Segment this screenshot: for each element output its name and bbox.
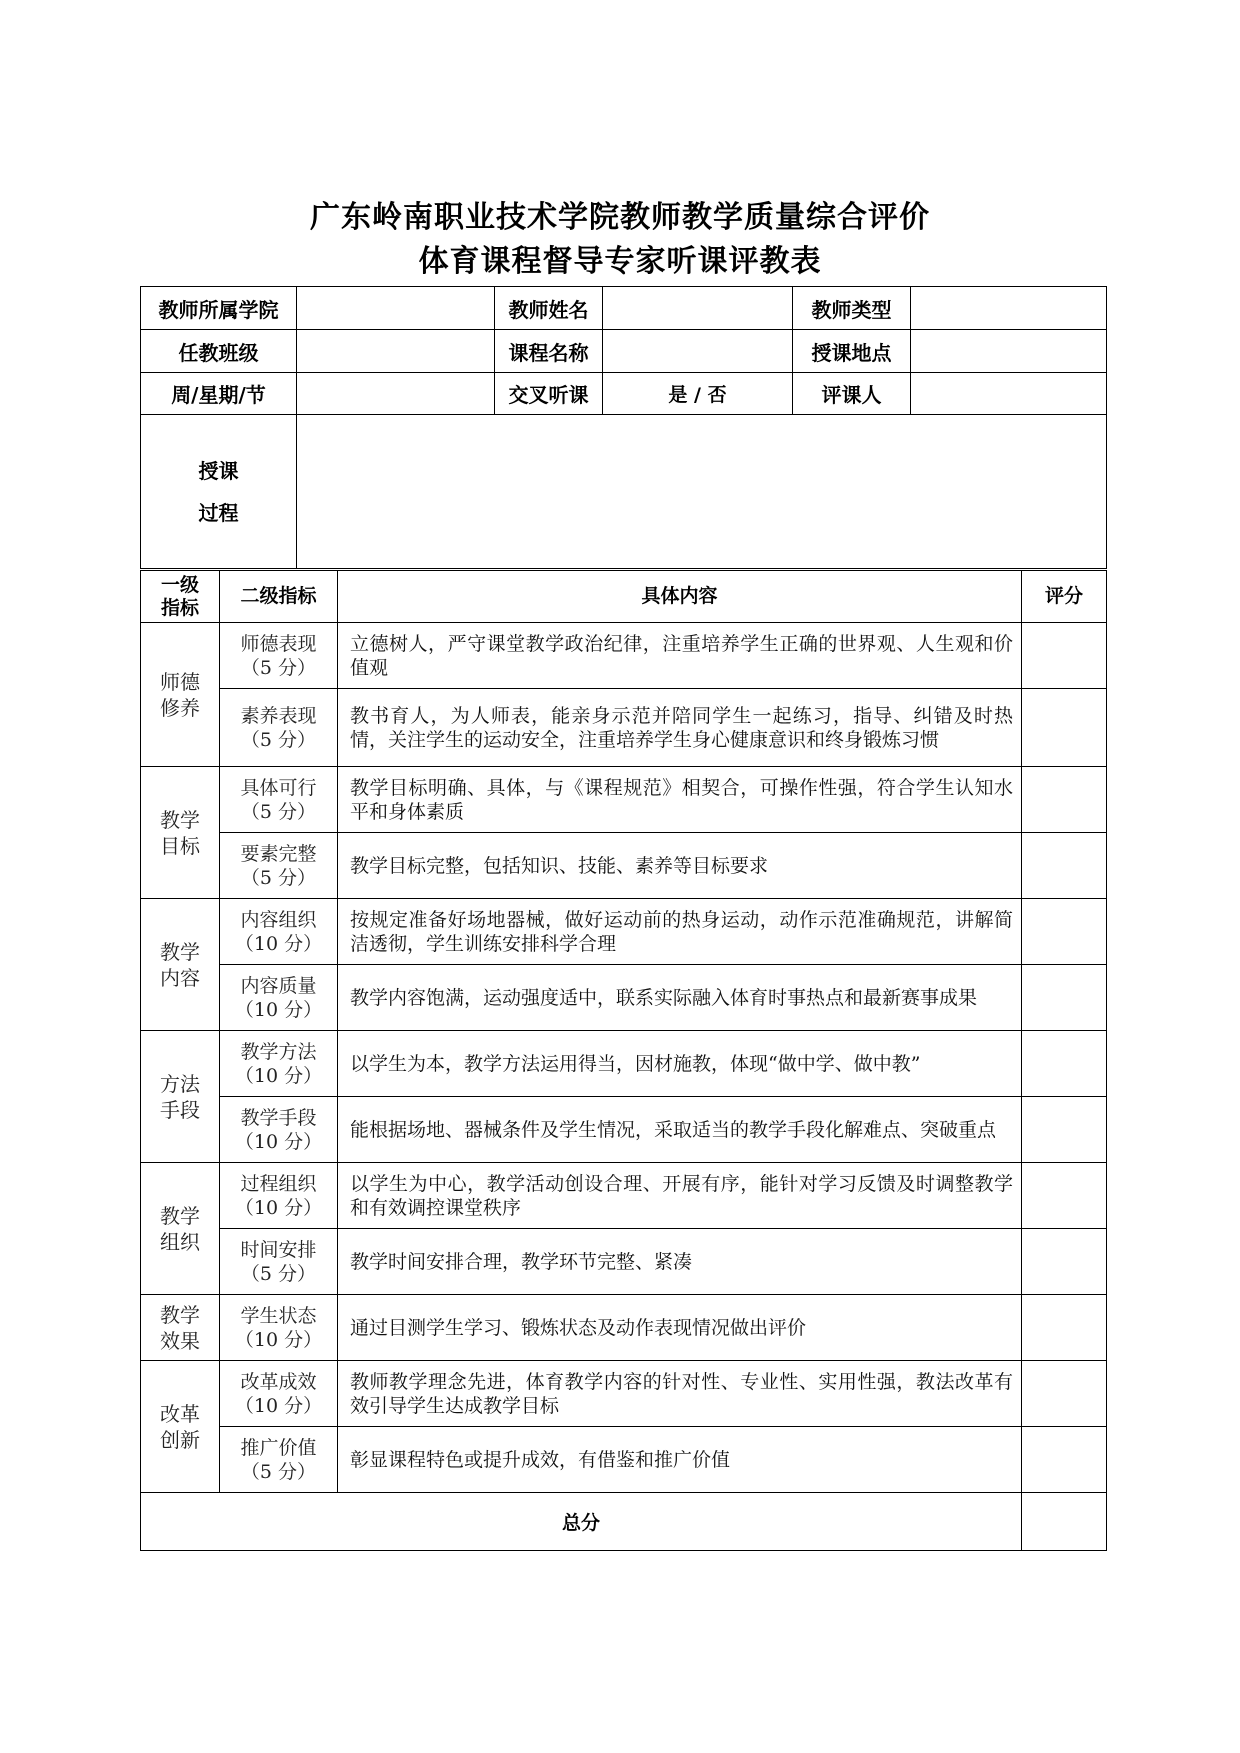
criteria-content: 教师教学理念先进，体育教学内容的针对性、专业性、实用性强，教法改革有效引导学生达成教学目标	[338, 1361, 1022, 1427]
level2-indicator-name: 内容质量	[240, 974, 317, 997]
level2-indicator	[220, 1163, 338, 1229]
teacher-type-field[interactable]	[911, 287, 1107, 330]
evaluator-label: 评课人	[793, 373, 911, 415]
level1-indicator-line-1: 方法	[160, 1071, 200, 1096]
score-field[interactable]	[1022, 965, 1107, 1031]
location-field[interactable]	[911, 330, 1107, 373]
criteria-content: 能根据场地、器械条件及学生情况，采取适当的教学手段化解难点、突破重点	[338, 1097, 1022, 1163]
score-field[interactable]	[1022, 1031, 1107, 1097]
level2-indicator-name: 教学手段	[240, 1106, 317, 1129]
level2-indicator-name: 师德表现	[240, 632, 317, 655]
level2-indicator-name: 过程组织	[240, 1172, 317, 1195]
criteria-content: 教学时间安排合理，教学环节完整、紧凑	[338, 1229, 1022, 1295]
form-title-line-1: 广东岭南职业技术学院教师教学质量综合评价	[310, 200, 930, 235]
level2-indicator-points: （10 分）	[234, 1394, 323, 1417]
score-field[interactable]	[1022, 767, 1107, 833]
level2-indicator-name: 教学方法	[240, 1040, 317, 1063]
level2-indicator-points: （5 分）	[240, 1460, 317, 1483]
level2-indicator	[220, 1229, 338, 1295]
score-field[interactable]	[1022, 1163, 1107, 1229]
score-field[interactable]	[1022, 689, 1107, 767]
level1-indicator-line-1: 教学	[160, 1203, 200, 1228]
level1-indicator-line-1: 教学	[160, 1302, 200, 1327]
criteria-body	[141, 623, 1107, 1493]
level1-indicator-line-2: 创新	[160, 1427, 200, 1452]
level2-indicator-name: 推广价值	[240, 1436, 317, 1459]
cross-yes-no[interactable]: 是 / 否	[603, 373, 793, 415]
criteria-row	[141, 689, 1107, 767]
level1-indicator	[141, 1031, 220, 1163]
score-field[interactable]	[1022, 1361, 1107, 1427]
level1-indicator-line-2: 效果	[160, 1328, 200, 1353]
course-name-label: 课程名称	[495, 330, 603, 373]
level2-indicator-points: （10 分）	[234, 1328, 323, 1351]
title-block	[0, 196, 1240, 284]
score-field[interactable]	[1022, 1229, 1107, 1295]
cross-label: 交叉听课	[495, 373, 603, 415]
level1-indicator-line-1: 教学	[160, 807, 200, 832]
level2-indicator	[220, 689, 338, 767]
level1-indicator-line-1: 改革	[160, 1401, 200, 1426]
teacher-name-field[interactable]	[603, 287, 793, 330]
level2-indicator-points: （5 分）	[240, 800, 317, 823]
score-field[interactable]	[1022, 623, 1107, 689]
criteria-row	[141, 767, 1107, 833]
level2-indicator-name: 时间安排	[240, 1238, 317, 1261]
level1-indicator	[141, 767, 220, 899]
score-field[interactable]	[1022, 1427, 1107, 1493]
process-label-line-2: 过程	[198, 500, 239, 525]
level2-indicator-name: 学生状态	[240, 1304, 317, 1327]
teacher-name-label: 教师姓名	[495, 287, 603, 330]
criteria-row	[141, 833, 1107, 899]
header-score: 评分	[1022, 571, 1107, 623]
criteria-content: 教学内容饱满，运动强度适中，联系实际融入体育时事热点和最新赛事成果	[338, 965, 1022, 1031]
course-name-field[interactable]	[603, 330, 793, 373]
criteria-row	[141, 623, 1107, 689]
criteria-content: 通过目测学生学习、锻炼状态及动作表现情况做出评价	[338, 1295, 1022, 1361]
criteria-content: 按规定准备好场地器械，做好运动前的热身运动，动作示范准确规范，讲解简洁透彻，学生训练安排科学合理	[338, 899, 1022, 965]
criteria-table	[140, 570, 1107, 1551]
score-field[interactable]	[1022, 833, 1107, 899]
process-label	[141, 415, 297, 569]
evaluator-field[interactable]	[911, 373, 1107, 415]
level2-indicator	[220, 1031, 338, 1097]
level1-indicator	[141, 623, 220, 767]
form-title-line-2: 体育课程督导专家听课评教表	[418, 244, 822, 279]
level1-indicator	[141, 1295, 220, 1361]
score-field[interactable]	[1022, 1295, 1107, 1361]
header-level1	[141, 571, 220, 623]
class-field[interactable]	[297, 330, 495, 373]
level2-indicator-points: （5 分）	[240, 1262, 317, 1285]
level2-indicator-points: （10 分）	[234, 1064, 323, 1087]
level2-indicator-name: 素养表现	[240, 704, 317, 727]
level1-indicator	[141, 1163, 220, 1295]
level1-indicator-line-2: 内容	[160, 965, 200, 990]
level2-indicator-points: （10 分）	[234, 1196, 323, 1219]
level1-indicator	[141, 1361, 220, 1493]
schedule-label: 周/星期/节	[141, 373, 297, 415]
criteria-content: 以学生为中心，教学活动创设合理、开展有序，能针对学习反馈及时调整教学和有效调控课堂秩序	[338, 1163, 1022, 1229]
criteria-content: 教书育人，为人师表，能亲身示范并陪同学生一起练习，指导、纠错及时热情，关注学生的运动安全，注重培养学生身心健康意识和终身锻炼习惯	[338, 689, 1022, 767]
total-score-field[interactable]	[1022, 1493, 1107, 1551]
criteria-row	[141, 1229, 1107, 1295]
level1-indicator-line-2: 目标	[160, 833, 200, 858]
schedule-field[interactable]	[297, 373, 495, 415]
college-label: 教师所属学院	[141, 287, 297, 330]
process-field[interactable]	[297, 415, 1107, 569]
level2-indicator-name: 内容组织	[240, 908, 317, 931]
criteria-content: 彰显课程特色或提升成效，有借鉴和推广价值	[338, 1427, 1022, 1493]
criteria-row	[141, 899, 1107, 965]
teacher-type-label: 教师类型	[793, 287, 911, 330]
score-field[interactable]	[1022, 1097, 1107, 1163]
level1-indicator-line-2: 组织	[160, 1229, 200, 1254]
level1-indicator-line-2: 修养	[160, 695, 200, 720]
location-label: 授课地点	[793, 330, 911, 373]
level2-indicator-points: （10 分）	[234, 932, 323, 955]
level1-indicator-line-1: 教学	[160, 939, 200, 964]
total-label: 总分	[141, 1493, 1022, 1551]
header-level1-line-1: 一级	[160, 573, 199, 596]
level2-indicator-name: 具体可行	[240, 776, 317, 799]
criteria-content: 教学目标明确、具体，与《课程规范》相契合，可操作性强，符合学生认知水平和身体素质	[338, 767, 1022, 833]
criteria-row	[141, 1163, 1107, 1229]
level2-indicator	[220, 1295, 338, 1361]
level2-indicator	[220, 833, 338, 899]
criteria-row	[141, 1295, 1107, 1361]
level2-indicator	[220, 965, 338, 1031]
level2-indicator	[220, 1361, 338, 1427]
level2-indicator-points: （5 分）	[240, 728, 317, 751]
class-label: 任教班级	[141, 330, 297, 373]
level1-indicator-line-2: 手段	[160, 1097, 200, 1122]
criteria-content: 教学目标完整，包括知识、技能、素养等目标要求	[338, 833, 1022, 899]
criteria-row	[141, 1427, 1107, 1493]
criteria-row	[141, 965, 1107, 1031]
level2-indicator-points: （10 分）	[234, 1130, 323, 1153]
score-field[interactable]	[1022, 899, 1107, 965]
criteria-row	[141, 1097, 1107, 1163]
level2-indicator-points: （10 分）	[234, 998, 323, 1021]
level2-indicator-points: （5 分）	[240, 866, 317, 889]
process-label-line-1: 授课	[198, 458, 239, 483]
level1-indicator-line-1: 师德	[160, 669, 200, 694]
criteria-content: 立德树人，严守课堂教学政治纪律，注重培养学生正确的世界观、人生观和价值观	[338, 623, 1022, 689]
info-table	[140, 286, 1107, 569]
level2-indicator-name: 要素完整	[240, 842, 317, 865]
level2-indicator	[220, 623, 338, 689]
criteria-content: 以学生为本，教学方法运用得当，因材施教，体现“做中学、做中教”	[338, 1031, 1022, 1097]
level1-indicator	[141, 899, 220, 1031]
criteria-row	[141, 1361, 1107, 1427]
level2-indicator	[220, 899, 338, 965]
header-level1-line-2: 指标	[160, 596, 199, 619]
header-level2: 二级指标	[220, 571, 338, 623]
criteria-row	[141, 1031, 1107, 1097]
level2-indicator	[220, 767, 338, 833]
level2-indicator	[220, 1097, 338, 1163]
header-content: 具体内容	[338, 571, 1022, 623]
level2-indicator-points: （5 分）	[240, 656, 317, 679]
college-field[interactable]	[297, 287, 495, 330]
level2-indicator-name: 改革成效	[240, 1370, 317, 1393]
level2-indicator	[220, 1427, 338, 1493]
